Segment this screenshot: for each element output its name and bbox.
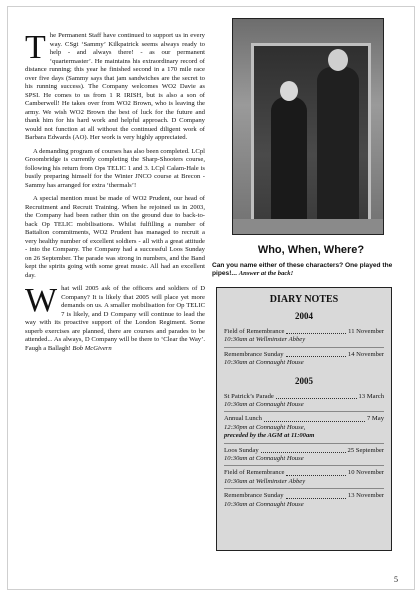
diary-entry — [224, 347, 384, 370]
entry-location-note: preceded by the AGM at 11:00am — [224, 432, 315, 440]
page-number: 5 — [394, 575, 398, 584]
diary-year: 2005 — [295, 375, 313, 386]
entry-location: 10:30am at Connaught House — [224, 359, 304, 367]
entry-date: 14 November — [347, 350, 384, 358]
diary-entry — [224, 443, 384, 466]
diary-entry — [224, 411, 384, 442]
entry-event: Field of Remembrance — [224, 328, 285, 335]
entry-location: 10:30am at Wellminster Abbey — [224, 477, 306, 485]
diary-year: 2004 — [295, 311, 313, 321]
entry-location: 10:30am at Wellminster Abbey — [224, 336, 306, 344]
article-paragraph-2: A demanding program of courses has also been completed. LCpl Groombridge is currently completing the Sharp-Shooters course, following his return from Ops TELIC 1 and 3. LCpl Calam-Hale is busily preparing himself for the Winter JNCO course at Brecon - Sammy has arranged for extra ‘thermals’! — [25, 147, 205, 189]
dropcap-t: T — [25, 29, 46, 66]
entry-event: St Patrick’s Parade — [224, 392, 274, 400]
photo-figure-left — [271, 97, 307, 225]
entry-event: Remembrance Sunday — [224, 492, 284, 500]
entry-date: 11 November — [348, 328, 384, 335]
photo-caption-question — [212, 262, 402, 279]
answer-hint: Answer at the back! — [238, 270, 294, 278]
dropcap-w: W — [25, 282, 58, 319]
entry-date: 13 March — [358, 392, 384, 400]
entry-date: 10 November — [347, 469, 384, 477]
photo-step — [233, 219, 383, 234]
entry-location: 12:30pm at Connaught House, — [224, 423, 306, 431]
diary-entry — [224, 488, 384, 511]
diary-notes-box — [216, 287, 392, 551]
paragraph-text: he Permanent Staff have continued to support us in every way. CSgt ‘Sammy’ Kilkpatrick seems always ready to help - and always there! - as our permanent ‘quartermaster’. He maintains his extraordinary record of distance running; this year he finished second in a 170 mile race over five days (Sammy says that jam sandwiches are the secret to his running success). The Company welcomes WO2 Davie as SPSI. He comes to us from 1 R IRISH, but is also a son of Camberwell! He takes over from WO2 Brown, who is leaving the army. We wish WO2 Brown the best of luck for the future and thank him for his hard work and helpful approach. D Company would not function at all without the continued diligent work of Barbara Edwards (AO). Her work is very highly appreciated. — [25, 32, 205, 141]
entry-location: 10:30am at Connaught House — [224, 455, 304, 463]
question-text: Can you name either of these characters? One played the pipes!... — [212, 262, 393, 278]
article-paragraph-4 — [25, 282, 205, 353]
photo-figure-right — [317, 67, 359, 225]
author-signature: Bob McGivern — [72, 344, 112, 352]
historic-photo — [232, 18, 384, 235]
article-paragraph-1 — [25, 29, 205, 143]
entry-date: 25 September — [347, 446, 384, 454]
entry-event: Loos Sunday — [224, 446, 259, 454]
entry-event: Field of Remembrance — [224, 469, 285, 477]
entry-date: 13 November — [347, 492, 384, 500]
entry-date: 7 May — [366, 415, 384, 423]
entry-event: Remembrance Sunday — [224, 350, 284, 358]
article-paragraph-3: A special mention must be made of WO2 Prudent, our head of Recruitment and Recruit Training. When he rejoined us in 2003, the Company had been rather thin on the ground due to back-to-back Op TELIC mobilisations. Whilst fulfilling a number of Battalion commitments, WO2 Prudent has managed to recruit a very healthy number of excellent soldiers - all with a great attitude - into the Company. The Company had a successful Loos Sunday on 26 September. The parade was strong in numbers, and the Band kept the spirits going with some great music. All had an excellent day. — [25, 195, 205, 279]
photo-caption-title: Who, When, Where? — [257, 244, 365, 256]
diary-title: DIARY NOTES — [269, 294, 339, 305]
entry-location: 10:30am at Connaught House — [224, 401, 304, 409]
entry-event: Annual Lunch — [224, 415, 262, 423]
diary-entry — [224, 465, 384, 488]
entry-location: 10:30am at Connaught House — [224, 500, 304, 508]
paragraph-text: hat will 2005 ask of the officers and soldiers of D Company? It is likely that 2005 will place yet more demands on us. A smaller mobilisation for Op TELIC 7 is likely, and D Company will continue to lead the way with its proactive support of the London Regiment. Some superb exercises are planned, there are courses and parades to be attended... As always, D Company will be there to ‘Clear the Way’. Faugh a Ballagh! — [25, 285, 205, 352]
diary-entry — [224, 325, 384, 347]
diary-entry — [224, 390, 384, 412]
article-column — [25, 29, 205, 358]
